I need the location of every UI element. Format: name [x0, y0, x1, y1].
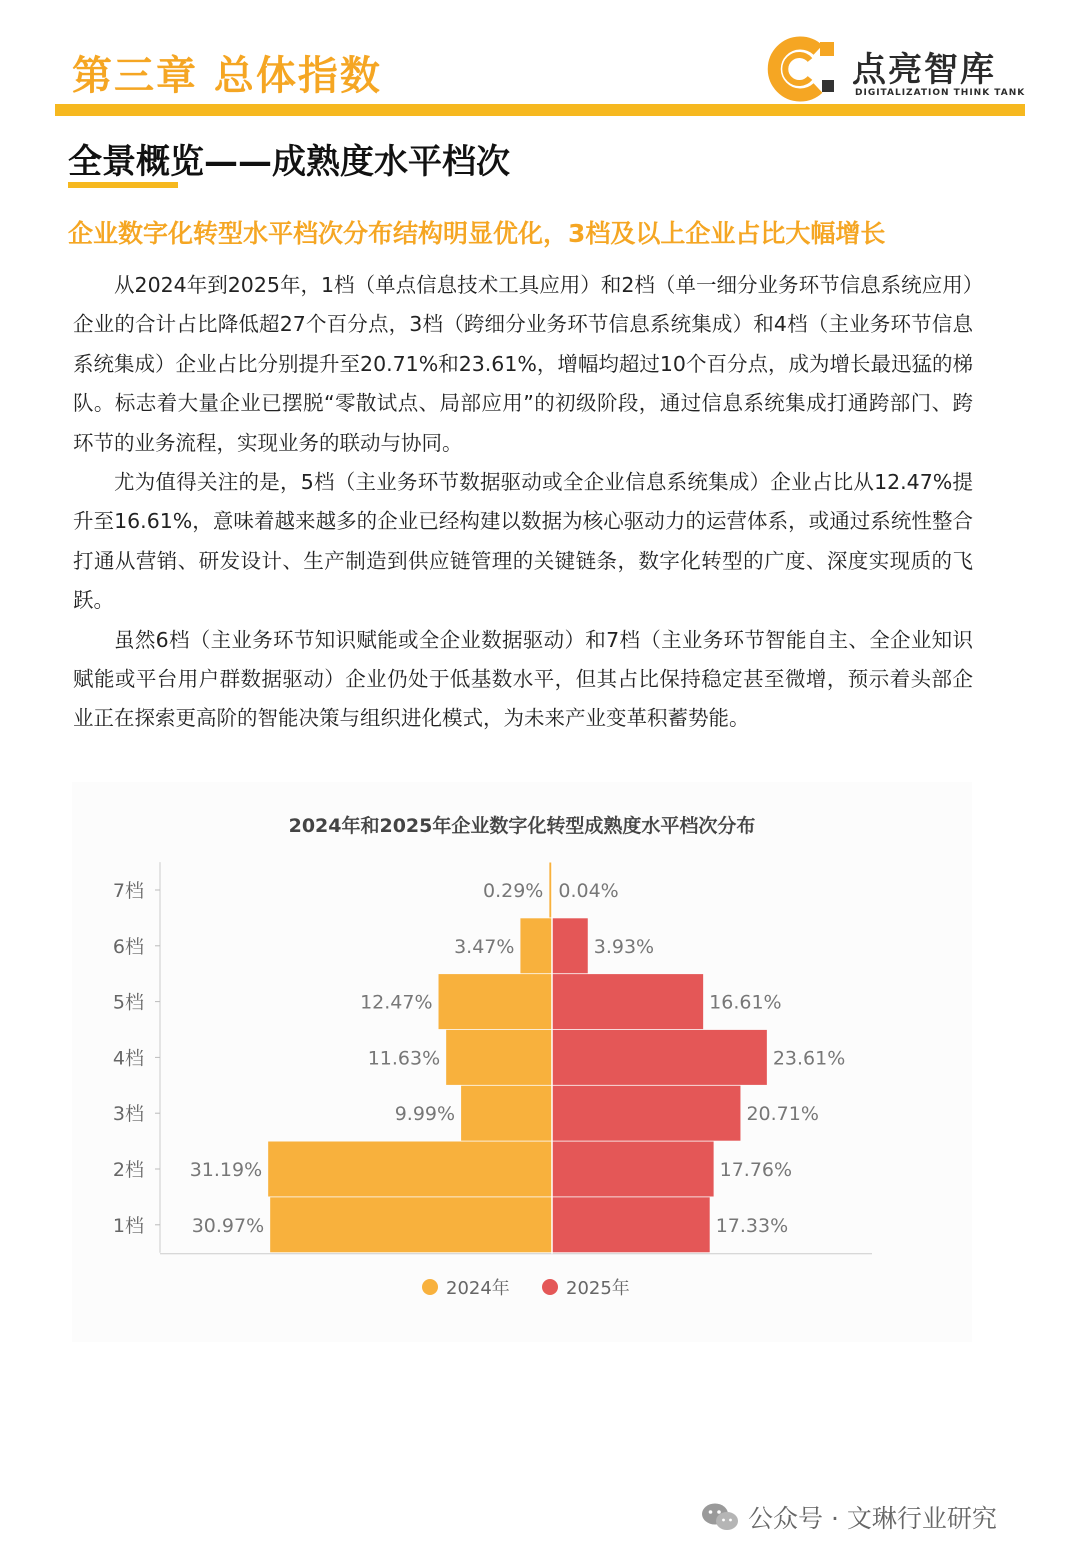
data-label-2024: 11.63%	[367, 1047, 441, 1070]
section-title: 全景概览——成熟度水平档次	[68, 142, 510, 182]
data-label-2024: 9.99%	[394, 1103, 456, 1126]
legend-label-2025: 2025年	[566, 1278, 630, 1299]
legend-label-2024: 2024年	[446, 1278, 510, 1299]
bar-2024	[520, 918, 552, 973]
bar-2024	[446, 1030, 552, 1085]
y-tick-label: 5档	[112, 991, 144, 1014]
bar-2025	[552, 1197, 710, 1252]
section-underline	[68, 182, 178, 188]
chart-title: 2024年和2025年企业数字化转型成熟度水平档次分布	[288, 815, 756, 837]
y-tick-label: 6档	[112, 935, 144, 958]
y-tick-label: 7档	[112, 880, 144, 902]
legend-marker-2024	[422, 1279, 438, 1295]
data-label-2025: 23.61%	[772, 1047, 846, 1070]
y-tick-label: 1档	[112, 1214, 144, 1237]
header-divider	[55, 104, 1025, 116]
body-text	[73, 266, 973, 739]
logo-name: 点亮智库	[852, 50, 996, 90]
bar-2024	[439, 974, 552, 1029]
bar-2025	[552, 1086, 740, 1141]
key-finding-subtitle: 企业数字化转型水平档次分布结构明显优化，3档及以上企业占比大幅增长	[68, 219, 886, 248]
logo-mark-icon	[760, 36, 850, 102]
data-label-2025: 17.33%	[715, 1214, 789, 1237]
data-label-2024: 12.47%	[360, 991, 433, 1014]
page-header	[0, 0, 1080, 125]
paragraph: 虽然6档（主业务环节知识赋能或全企业数据驱动）和7档（主业务环节智能自主、全企业知识赋能或平台用户群数据驱动）企业仍处于低基数水平，但其占比保持稳定甚至微增，预示着头部企业正在探索更高阶的智能决策与组织进化模式，为未来产业变革积蓄势能。	[73, 627, 973, 731]
y-tick-label: 4档	[112, 1047, 144, 1070]
data-label-2024: 3.47%	[454, 935, 515, 958]
paragraph: 从2024年到2025年，1档（单点信息技术工具应用）和2档（单一细分业务环节信息系统应用）企业的合计占比降低超27个百分点，3档（跨细分业务环节信息系统集成）和4档（主业务环节信息系统集成）企业占比分别提升至20.71%和23.61%，增幅均超过10个百分点，成为增长最迅猛的梯队。标志着大量企业已摆脱“零散试点、局部应用”的初级阶段，通过信息系统集成打通跨部门、跨环节的业务流程，实现业务的联动与协同。	[73, 273, 973, 455]
bar-2025	[552, 1142, 714, 1197]
maturity-distribution-chart	[72, 782, 972, 1342]
logo-subtitle: DIGITALIZATION THINK TANK	[855, 88, 1026, 98]
watermark	[700, 1495, 997, 1539]
paragraph: 尤为值得关注的是，5档（主业务环节数据驱动或全企业信息系统集成）企业占比从12.47%提升至16.61%，意味着越来越多的企业已经构建以数据为核心驱动力的运营体系，或通过系统性整合打通从营销、研发设计、生产制造到供应链管理的关键链条，数字化转型的广度、深度实现质的飞跃。	[73, 470, 973, 613]
bar-2024	[270, 1197, 552, 1252]
data-label-2025: 3.93%	[593, 935, 655, 958]
watermark-text: 公众号 · 文琳行业研究	[748, 1504, 997, 1533]
bar-2025	[552, 974, 703, 1029]
chapter-title: 第三章 总体指数	[72, 53, 382, 99]
data-label-2025: 16.61%	[709, 991, 782, 1014]
data-label-2024: 31.19%	[189, 1159, 263, 1181]
legend-marker-2025	[542, 1279, 558, 1295]
chart-svg	[72, 782, 972, 1342]
data-label-2025: 0.04%	[558, 880, 619, 902]
brand-logo	[760, 36, 1030, 102]
y-tick-label: 2档	[112, 1159, 144, 1181]
data-label-2025: 17.76%	[719, 1159, 793, 1181]
data-label-2024: 30.97%	[191, 1214, 265, 1237]
data-label-2025: 20.71%	[746, 1103, 819, 1126]
y-tick-label: 3档	[112, 1103, 144, 1126]
bar-2024	[268, 1142, 552, 1197]
data-label-2024: 0.29%	[483, 880, 544, 902]
bar-2025	[552, 918, 588, 973]
bar-2024	[461, 1086, 552, 1141]
wechat-icon	[700, 1501, 740, 1533]
bar-2025	[552, 1030, 767, 1085]
